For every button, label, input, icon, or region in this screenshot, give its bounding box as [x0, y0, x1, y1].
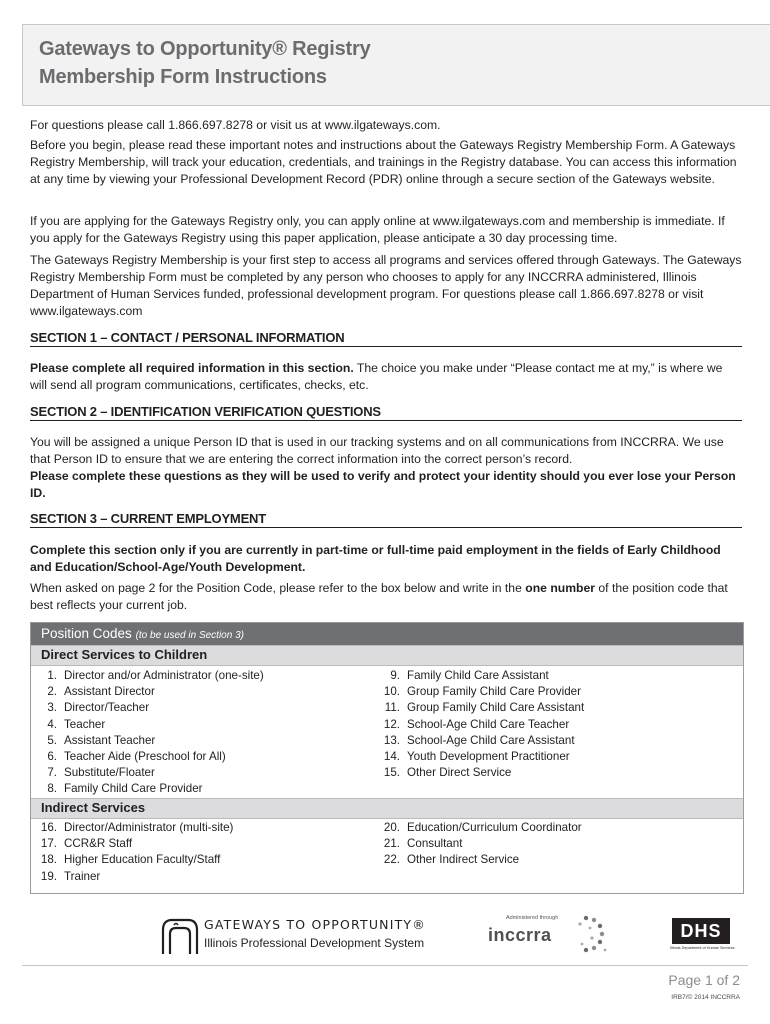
position-code-label: Youth Development Practitioner	[407, 749, 570, 763]
position-code-label: Consultant	[407, 837, 463, 851]
position-code-item	[31, 733, 264, 749]
position-code-label: Assistant Director	[64, 685, 155, 699]
footer-divider	[22, 965, 748, 966]
position-code-item	[374, 684, 584, 700]
position-code-label: Teacher	[64, 717, 106, 731]
position-code-item	[374, 700, 584, 716]
position-code-item	[374, 668, 584, 684]
position-code-label: Higher Education Faculty/Staff	[64, 853, 221, 867]
indirect-services-heading: Indirect Services	[41, 800, 146, 815]
position-code-label: CCR&R Staff	[64, 837, 133, 851]
position-code-number: 13.	[383, 733, 400, 747]
position-code-item	[31, 717, 264, 733]
position-code-number: 2.	[47, 685, 57, 699]
position-codes-box	[30, 622, 744, 894]
indirect-services-band	[31, 798, 743, 819]
intro-paragraph: Before you begin, please read these important notes and instructions about the Gateways Registry Membership Form. A Gateways Registry Membership, will track your education, credentials, and trainings in the Registry database. You can access this information at any time by viewing your Professional Development Record (PDR) online through a secure section of the Gateways website.	[30, 138, 737, 186]
direct-services-band	[31, 645, 743, 666]
position-code-label: Family Child Care Assistant	[407, 669, 549, 682]
position-code-item	[374, 717, 584, 733]
direct-services-heading: Direct Services to Children	[41, 647, 208, 662]
dhs-logo	[670, 918, 734, 956]
page-number: Page 1 of 2	[668, 972, 740, 988]
section3-heading: SECTION 3 – CURRENT EMPLOYMENT	[30, 511, 742, 528]
section3-bold: Complete this section only if you are currently in part-time or full-time paid employment in the fields of Early Childhood and Education/School-Age/Youth Development.	[30, 543, 721, 574]
position-code-label: Group Family Child Care Provider	[407, 685, 581, 699]
dhs-logo-name: DHS	[672, 918, 730, 944]
gateways-logo	[160, 914, 450, 958]
position-code-number: 19.	[40, 869, 57, 883]
dhs-logo-small-text: Illinois Department of Human Services	[670, 946, 735, 950]
position-code-item	[31, 836, 233, 852]
position-code-label: Substitute/Floater	[64, 766, 155, 780]
position-code-item	[31, 668, 264, 684]
position-codes-header	[31, 623, 743, 645]
position-code-label: Family Child Care Provider	[64, 782, 203, 796]
section1-bold: Please complete all required information in this section.	[30, 361, 354, 375]
inccrra-logo-small-text: Administered through	[506, 915, 559, 921]
position-code-label: School-Age Child Care Teacher	[407, 717, 570, 731]
position-code-label: Trainer	[64, 869, 101, 883]
position-code-item	[374, 836, 582, 852]
position-code-number: 10.	[383, 685, 400, 699]
gateways-logo-tagline: Illinois Professional Development System	[204, 936, 425, 950]
position-code-number: 17.	[40, 837, 57, 851]
position-code-item	[31, 749, 264, 765]
position-code-item	[31, 869, 233, 885]
position-code-number: 20.	[383, 821, 400, 834]
position-code-label: Teacher Aide (Preschool for All)	[64, 749, 226, 763]
position-code-label: Assistant Teacher	[64, 733, 156, 747]
position-code-number: 8.	[47, 782, 57, 796]
position-code-item	[31, 820, 233, 836]
position-codes-subtitle: (to be used in Section 3)	[135, 630, 244, 641]
position-code-number: 6.	[47, 749, 57, 763]
section1-text	[30, 360, 742, 394]
position-code-item	[374, 749, 584, 765]
position-code-number: 21.	[383, 837, 400, 851]
gateways-arch-icon	[160, 916, 200, 956]
section3-text-before: When asked on page 2 for the Position Code, please refer to the box below and write in the	[30, 581, 526, 595]
position-code-number: 11.	[384, 701, 400, 715]
position-code-item	[374, 852, 582, 868]
position-code-label: Other Direct Service	[407, 766, 512, 780]
section2-bold: Please complete these questions as they will be used to verify and protect your identity should you ever lose your Person ID.	[30, 469, 736, 500]
section3-text-emph: one number	[525, 581, 596, 595]
position-code-number: 16.	[40, 821, 57, 834]
position-code-item	[374, 733, 584, 749]
position-code-number: 4.	[47, 717, 57, 731]
inccrra-logo-name: incсrra	[488, 925, 552, 945]
position-code-number: 5.	[47, 733, 57, 747]
title-banner	[22, 24, 770, 106]
position-code-number: 14.	[383, 749, 400, 763]
position-code-label: School-Age Child Care Assistant	[407, 733, 575, 747]
position-code-item	[31, 765, 264, 781]
inccrra-dots-icon	[572, 914, 608, 954]
position-code-item	[31, 781, 264, 797]
gateways-logo-name: GATEWAYS TO OPPORTUNITY®	[204, 917, 426, 932]
section3-text-after: of the position code that best reflects your current job.	[30, 581, 728, 612]
section2-text: You will be assigned a unique Person ID that is used in our tracking systems and on all communications from INCCRRA. We use that Person ID to ensure that we are entering the correct information into the correct person’s record.	[30, 435, 724, 466]
section3-text	[30, 580, 742, 614]
position-code-label: Director and/or Administrator (one-site)	[64, 669, 264, 682]
position-code-item	[31, 852, 233, 868]
position-code-item	[374, 765, 584, 781]
direct-services-list-right	[374, 668, 584, 781]
section2-heading: SECTION 2 – IDENTIFICATION VERIFICATION QUESTIONS	[30, 404, 742, 421]
section1-rest: The choice you make under “Please contact me at my,” is where we will send all program communications, certificates, checks, etc.	[30, 361, 723, 392]
position-code-item	[31, 700, 264, 716]
page-title: Gateways to Opportunity® Registry	[39, 38, 371, 60]
position-code-label: Education/Curriculum Coordinator	[407, 821, 582, 834]
indirect-services-list-right	[374, 820, 582, 869]
position-code-number: 12.	[383, 717, 400, 731]
position-code-number: 18.	[40, 853, 57, 867]
position-code-label: Director/Administrator (multi-site)	[64, 821, 234, 834]
position-code-number: 15.	[383, 766, 400, 780]
membership-paragraph: The Gateways Registry Membership is your first step to access all programs and services offered through Gateways. The Gateways Registry Membership Form must be completed by any person who chooses to apply for any INCCRRA administered, Illinois Department of Human Services funded, professional development program. For questions please call 1.866.697.8278 or visit www.ilgateways.com	[30, 253, 742, 318]
position-code-number: 22.	[383, 853, 400, 867]
position-code-label: Director/Teacher	[64, 701, 150, 715]
position-code-number: 9.	[390, 669, 400, 682]
indirect-services-list-left	[31, 820, 233, 885]
page-subtitle: Membership Form Instructions	[39, 66, 327, 88]
inccrra-logo	[486, 912, 610, 958]
position-code-item	[374, 820, 582, 836]
position-code-label: Other Indirect Service	[407, 853, 520, 867]
position-code-label: Group Family Child Care Assistant	[407, 701, 585, 715]
position-code-number: 3.	[47, 701, 57, 715]
contact-paragraph: For questions please call 1.866.697.8278 or visit us at www.ilgateways.com.	[30, 118, 441, 132]
direct-services-list-left	[31, 668, 264, 798]
position-code-number: 1.	[47, 669, 57, 682]
position-code-number: 7.	[47, 766, 57, 780]
position-code-item	[31, 684, 264, 700]
position-codes-title: Position Codes	[41, 626, 132, 641]
online-apply-paragraph: If you are applying for the Gateways Registry only, you can apply online at www.ilgateways.com and membership is immediate. If you apply for the Gateways Registry using this paper application, please anticipate a 30 day processing time.	[30, 214, 725, 245]
document-code: IRB7/© 2014 INCCRRA	[671, 994, 740, 1001]
section1-heading: SECTION 1 – CONTACT / PERSONAL INFORMATION	[30, 330, 742, 347]
